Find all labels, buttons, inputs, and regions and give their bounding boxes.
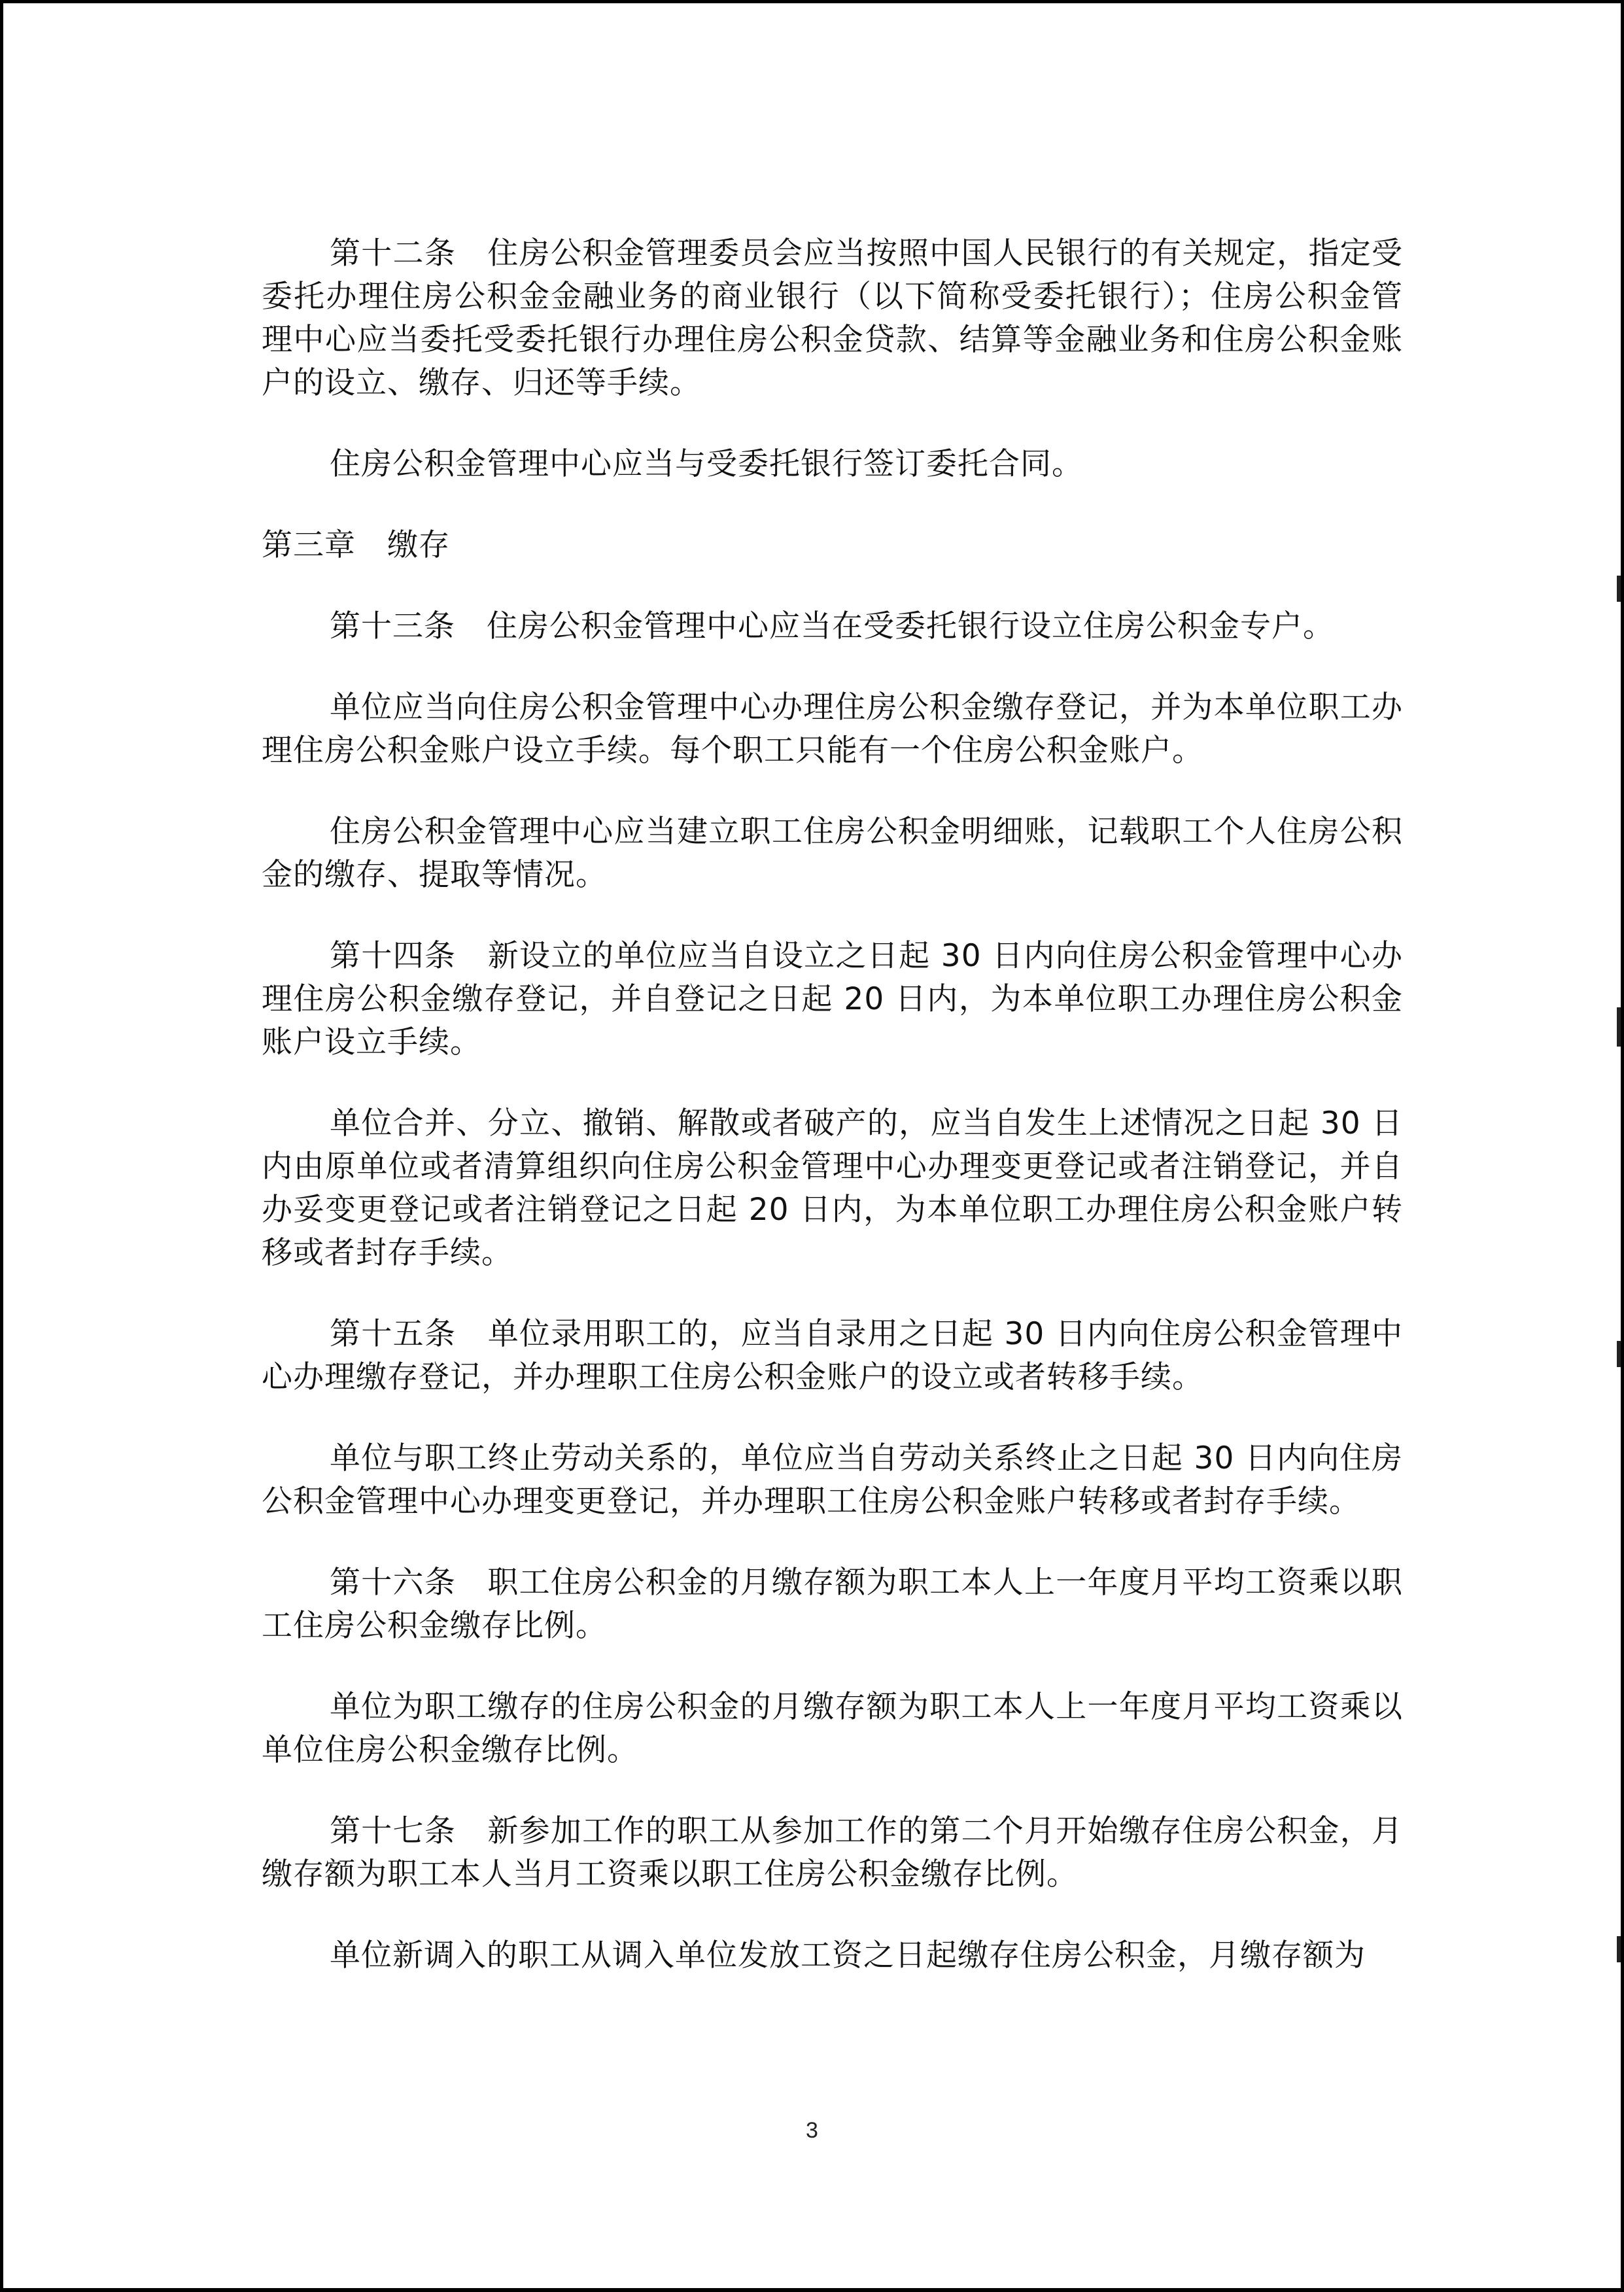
paragraph-transfer-in: 单位新调入的职工从调入单位发放工资之日起缴存住房公积金，月缴存额为: [330, 1937, 1366, 1973]
page-number: 3: [806, 2118, 818, 2143]
chapter-heading: 第三章 缴存: [262, 527, 450, 563]
scan-border-right: [1621, 0, 1624, 2292]
scan-border-top: [0, 0, 1624, 3]
paragraph-entrust-contract: 住房公积金管理中心应当与受委托银行签订委托合同。: [330, 446, 1083, 482]
scan-border-left: [0, 0, 3, 2292]
paragraph-article-17: 第十七条 新参加工作的职工从参加工作的第二个月开始缴存住房公积金，月缴存额为职工本人当月工资乘以职工住房公积金缴存比例。: [262, 1813, 1403, 1892]
body-text: [262, 232, 1403, 2015]
paragraph-article-12: 第十二条 住房公积金管理委员会应当按照中国人民银行的有关规定，指定受委托办理住房公积金金融业务的商业银行（以下简称受委托银行）；住房公积金管理中心应当委托受委托银行办理住房公积金贷款、结算等金融业务和住房公积金账户的设立、缴存、归还等手续。: [262, 235, 1403, 401]
paragraph-unit-contribution: 单位为职工缴存的住房公积金的月缴存额为职工本人上一年度月平均工资乘以单位住房公积金缴存比例。: [262, 1689, 1403, 1768]
scan-mark: [1617, 1007, 1621, 1047]
paragraph-registration: 单位应当向住房公积金管理中心办理住房公积金缴存登记，并为本单位职工办理住房公积金账户设立手续。每个职工只能有一个住房公积金账户。: [262, 689, 1403, 769]
scan-border-bottom: [0, 2288, 1624, 2292]
scan-mark: [1617, 576, 1621, 602]
paragraph-termination: 单位与职工终止劳动关系的，单位应当自劳动关系终止之日起 30 日内向住房公积金管理中心办理变更登记，并办理职工住房公积金账户转移或者封存手续。: [262, 1440, 1403, 1519]
scan-mark: [1617, 1341, 1621, 1367]
paragraph-article-15: 第十五条 单位录用职工的，应当自录用之日起 30 日内向住房公积金管理中心办理缴存登记，并办理职工住房公积金账户的设立或者转移手续。: [262, 1316, 1403, 1395]
scan-mark: [1617, 1936, 1621, 1962]
paragraph-ledger: 住房公积金管理中心应当建立职工住房公积金明细账，记载职工个人住房公积金的缴存、提取等情况。: [262, 814, 1403, 893]
paragraph-article-14: 第十四条 新设立的单位应当自设立之日起 30 日内向住房公积金管理中心办理住房公积金缴存登记，并自登记之日起 20 日内，为本单位职工办理住房公积金账户设立手续。: [262, 938, 1403, 1060]
paragraph-article-13: 第十三条 住房公积金管理中心应当在受委托银行设立住房公积金专户。: [330, 608, 1334, 644]
paragraph-merger: 单位合并、分立、撤销、解散或者破产的，应当自发生上述情况之日起 30 日内由原单位或者清算组织向住房公积金管理中心办理变更登记或者注销登记，并自办妥变更登记或者注销登记之日起 20 日内，为本单位职工办理住房公积金账户转移或者封存手续。: [262, 1105, 1403, 1271]
paragraph-article-16: 第十六条 职工住房公积金的月缴存额为职工本人上一年度月平均工资乘以职工住房公积金缴存比例。: [262, 1565, 1403, 1644]
